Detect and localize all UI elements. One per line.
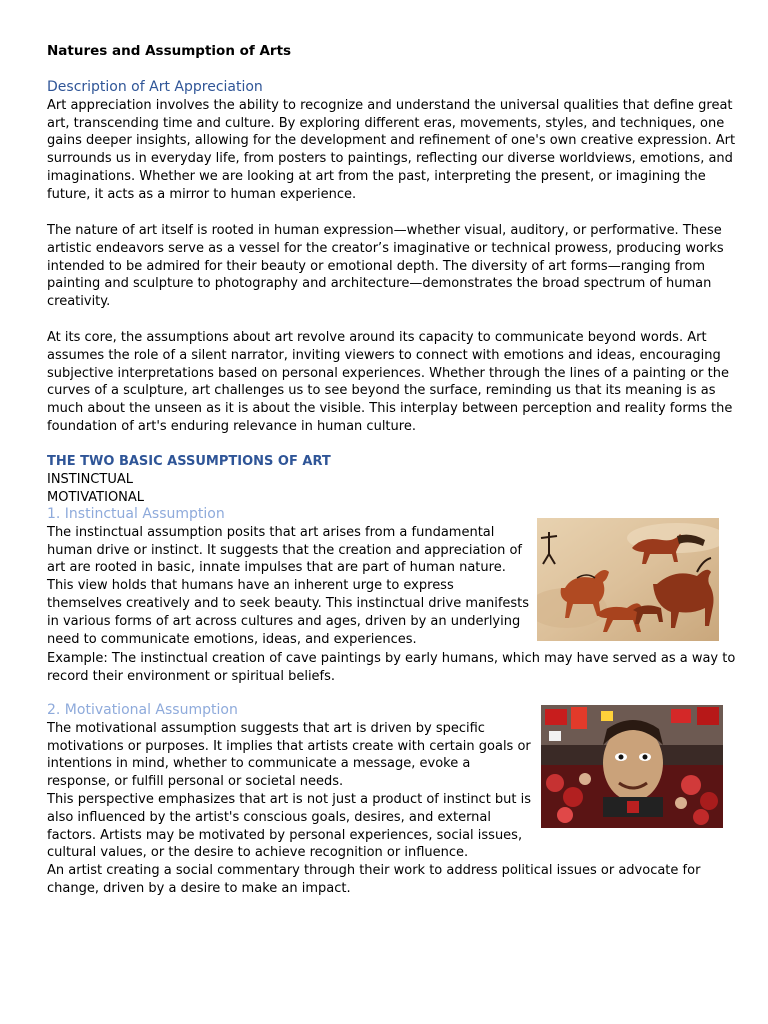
- motivational-example-text: An artist creating a social commentary through their work to address political issues or advocate for change, driven by a desire to make an impact.: [47, 863, 701, 896]
- description-paragraph-1: Art appreciation involves the ability to recognize and understand the universal qualities that define great art, transcending time and culture. By exploring different eras, movements, styles, and techniques, one gains deeper insights, allowing for the development and refinement of one's own creative expression. Art surrounds us in everyday life, from posters to paintings, reflecting our diverse worldviews, emotions, and imaginations. Whether we are looking at art from the past, interpreting the present, or imagining the future, it acts as a mirror to human experience.: [47, 97, 736, 202]
- instinctual-paragraph-1: The instinctual assumption posits that art arises from a fundamental human drive or instinct. It suggests that the creation and appreciation of art are rooted in basic, innate impulses that are part of human nature.: [47, 524, 522, 576]
- two-assumptions-heading: THE TWO BASIC ASSUMPTIONS OF ART: [47, 454, 331, 469]
- instinctual-section: [47, 506, 532, 648]
- description-paragraph-2: The nature of art itself is rooted in human expression—whether visual, auditory, or performative. These artistic endeavors serve as a vessel for the creator’s imaginative or technical prowess, producing works intended to be admired for their beauty or emotional depth. The diversity of art forms—ranging from painting and sculpture to photography and architecture—demonstrates the broad spectrum of human creativity.: [47, 223, 724, 310]
- motivational-example: [47, 862, 737, 898]
- assumption-list-item-instinctual: INSTINCTUAL: [47, 471, 133, 487]
- assumptions-section: [47, 329, 737, 436]
- description-section: [47, 79, 737, 204]
- two-assumptions-section: [47, 453, 737, 506]
- description-paragraph-3: At its core, the assumptions about art revolve around its capacity to communicate beyond words. Art assumes the role of a silent narrator, inviting viewers to connect with emotions and ideas, encouraging subjective interpretations based on personal experiences. Whether through the lines of a painting or the curves of a sculpture, art challenges us to see beyond the surface, reminding us that its meaning is as much about the unseen as it is about the visible. This interplay between perception and reality forms the foundation of art's enduring relevance in human culture.: [47, 330, 733, 434]
- cave-painting-image: [537, 518, 719, 641]
- nature-section: [47, 222, 737, 311]
- protest-effigy-image: [541, 705, 723, 828]
- motivational-section: [47, 702, 532, 862]
- motivational-paragraph-1: The motivational assumption suggests that art is driven by specific motivations or purposes. It implies that artists create with certain goals or intentions in mind, whether to communicate a message, evoke a response, or fulfill personal or societal needs.: [47, 720, 531, 790]
- instinctual-example-text: Example: The instinctual creation of cave paintings by early humans, which may have served as a way to record their environment or spiritual beliefs.: [47, 651, 736, 684]
- description-heading: Description of Art Appreciation: [47, 79, 263, 95]
- instinctual-heading: 1. Instinctual Assumption: [47, 506, 225, 522]
- motivational-heading: 2. Motivational Assumption: [47, 702, 238, 718]
- assumption-list-item-motivational: MOTIVATIONAL: [47, 489, 145, 505]
- document-title: Natures and Assumption of Arts: [47, 43, 292, 59]
- instinctual-paragraph-2: This view holds that humans have an inherent urge to express themselves creatively and to seek beauty. This instinctual drive manifests in various forms of art across cultures and ages, driven by an underlying need to communicate emotions, ideas, and experiences.: [47, 578, 530, 647]
- motivational-paragraph-2: This perspective emphasizes that art is not just a product of instinct but is also influenced by the artist's conscious goals, desires, and external factors. Artists may be motivated by personal experiences, social issues, cultural values, or the desire to achieve recognition or influence.: [47, 791, 532, 861]
- instinctual-example: [47, 650, 737, 686]
